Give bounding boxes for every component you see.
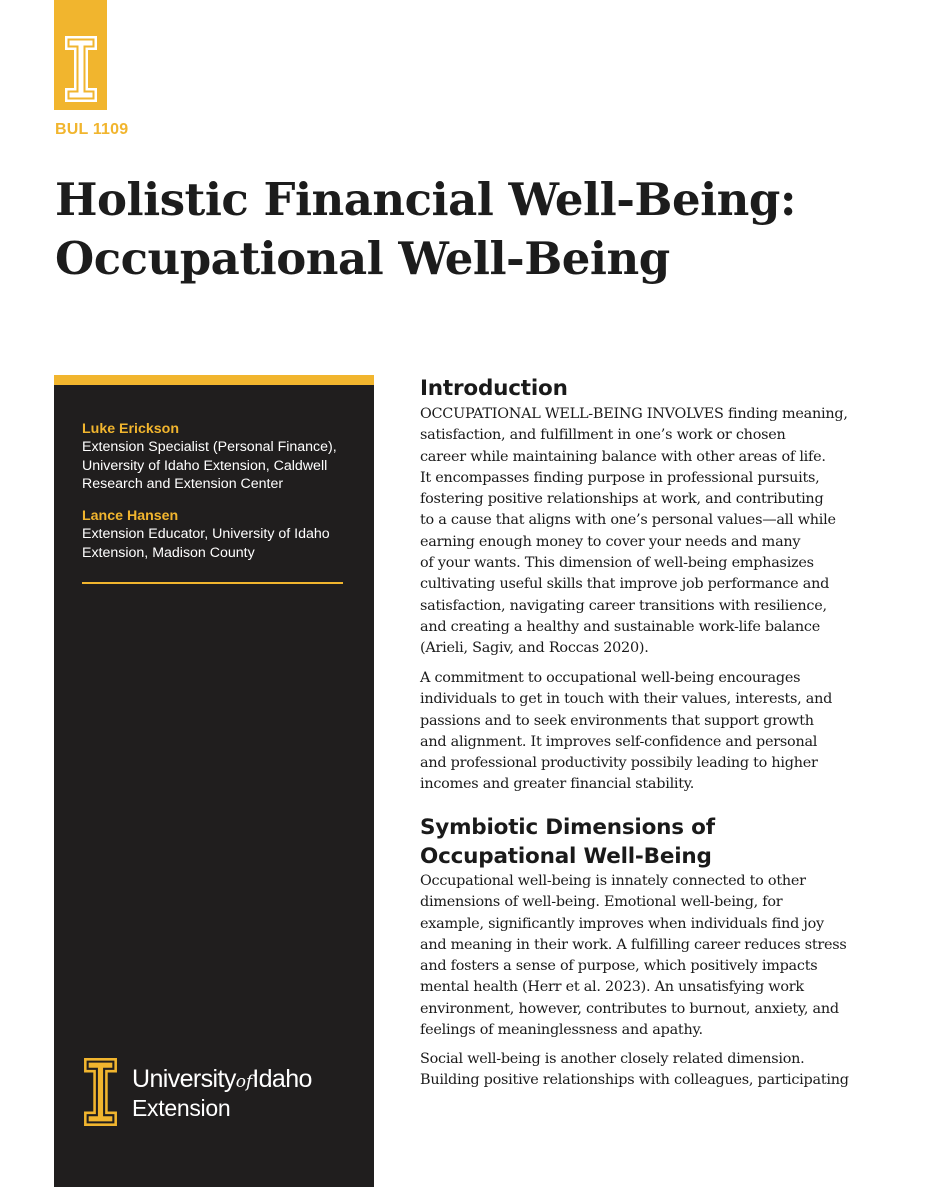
text-line: Occupational well-being is innately connected to other xyxy=(420,873,806,889)
block-i-icon xyxy=(82,1057,119,1127)
author-sidebar xyxy=(54,375,374,1187)
header-logo-tab xyxy=(54,0,107,110)
author-block xyxy=(82,420,362,493)
text-line: satisfaction, and fulfillment in one’s work or chosen xyxy=(420,427,786,444)
text-line: dimensions of well-being. Emotional well-being, for xyxy=(420,894,783,911)
brand-extension: Extension xyxy=(132,1095,231,1121)
affiliation-line: Extension Educator, University of Idaho xyxy=(82,526,330,543)
section-heading xyxy=(420,813,715,871)
text-line: individuals to get in touch with their values, interests, and xyxy=(420,691,833,708)
text-line: and fosters a sense of purpose, which positively impacts xyxy=(420,958,818,975)
sidebar-accent-bar xyxy=(54,375,374,385)
brand-university-line xyxy=(132,1066,312,1096)
author-block xyxy=(82,507,362,562)
paragraph xyxy=(420,668,832,796)
author-name: Luke Erickson xyxy=(82,421,179,437)
brand-of: of xyxy=(235,1072,253,1092)
sidebar-divider xyxy=(82,582,343,584)
text-line: passions and to seek environments that support growth xyxy=(420,712,814,729)
author-affiliation xyxy=(82,525,362,562)
brand-idaho: Idaho xyxy=(252,1065,312,1093)
text-line: OCCUPATIONAL WELL-BEING INVOLVES finding meaning, xyxy=(420,406,848,422)
text-line: and alignment. It improves self-confidence and personal xyxy=(420,733,818,750)
text-line: earning enough money to cover your needs and many xyxy=(420,533,801,550)
text-line: and professional productivity possibily leading to higher xyxy=(420,755,818,772)
author-name: Lance Hansen xyxy=(82,508,179,524)
affiliation-line: University of Idaho Extension, Caldwell xyxy=(82,457,328,474)
text-line: and creating a healthy and sustainable work-life balance xyxy=(420,618,821,635)
text-line: cultivating useful skills that improve job performance and xyxy=(420,576,830,593)
title-line: Holistic Financial Well-Being: xyxy=(55,173,796,226)
title-line: Occupational Well-Being xyxy=(55,232,670,285)
text-line: career while maintaining balance with other areas of life. xyxy=(420,448,826,465)
block-i-logo-icon xyxy=(64,35,98,103)
brand-university: University xyxy=(132,1065,236,1093)
brand-wordmark xyxy=(132,1066,312,1120)
text-line: satisfaction, navigating career transitions with resilience, xyxy=(420,597,827,614)
text-line: (Arieli, Sagiv, and Roccas 2020). xyxy=(420,640,649,657)
text-line: example, significantly improves when individuals find joy xyxy=(420,915,824,932)
affiliation-line: Extension, Madison County xyxy=(82,544,255,561)
text-line: It encompasses finding purpose in professional pursuits, xyxy=(420,469,820,486)
affiliation-line: Extension Specialist (Personal Finance), xyxy=(82,439,337,456)
heading-line: Introduction xyxy=(420,376,568,401)
heading-line: Occupational Well-Being xyxy=(420,844,712,869)
text-line: and meaning in their work. A fulfilling career reduces stress xyxy=(420,936,847,953)
text-line: incomes and greater financial stability. xyxy=(420,776,695,793)
affiliation-line: Research and Extension Center xyxy=(82,475,284,492)
paragraph xyxy=(420,1049,849,1092)
text-line: environment, however, contributes to burnout, anxiety, and xyxy=(420,1000,839,1017)
text-line: fostering positive relationships at work, and contributing xyxy=(420,491,824,508)
text-line: of your wants. This dimension of well-being emphasizes xyxy=(420,555,814,572)
page-title xyxy=(55,170,875,288)
text-line: mental health (Herr et al. 2023). An unsatisfying work xyxy=(420,979,804,996)
text-line: Building positive relationships with colleagues, participating xyxy=(420,1072,849,1089)
paragraph xyxy=(420,871,847,1041)
paragraph xyxy=(420,404,848,660)
text-line: A commitment to occupational well-being encourages xyxy=(420,670,801,686)
section-heading xyxy=(420,374,568,403)
text-line: to a cause that aligns with one’s personal values—all while xyxy=(420,512,836,529)
text-line: Social well-being is another closely related dimension. xyxy=(420,1051,805,1067)
heading-line: Symbiotic Dimensions of xyxy=(420,815,715,840)
bulletin-number: BUL 1109 xyxy=(55,121,129,138)
author-affiliation xyxy=(82,438,362,493)
text-line: feelings of meaninglessness and apathy. xyxy=(420,1022,703,1039)
